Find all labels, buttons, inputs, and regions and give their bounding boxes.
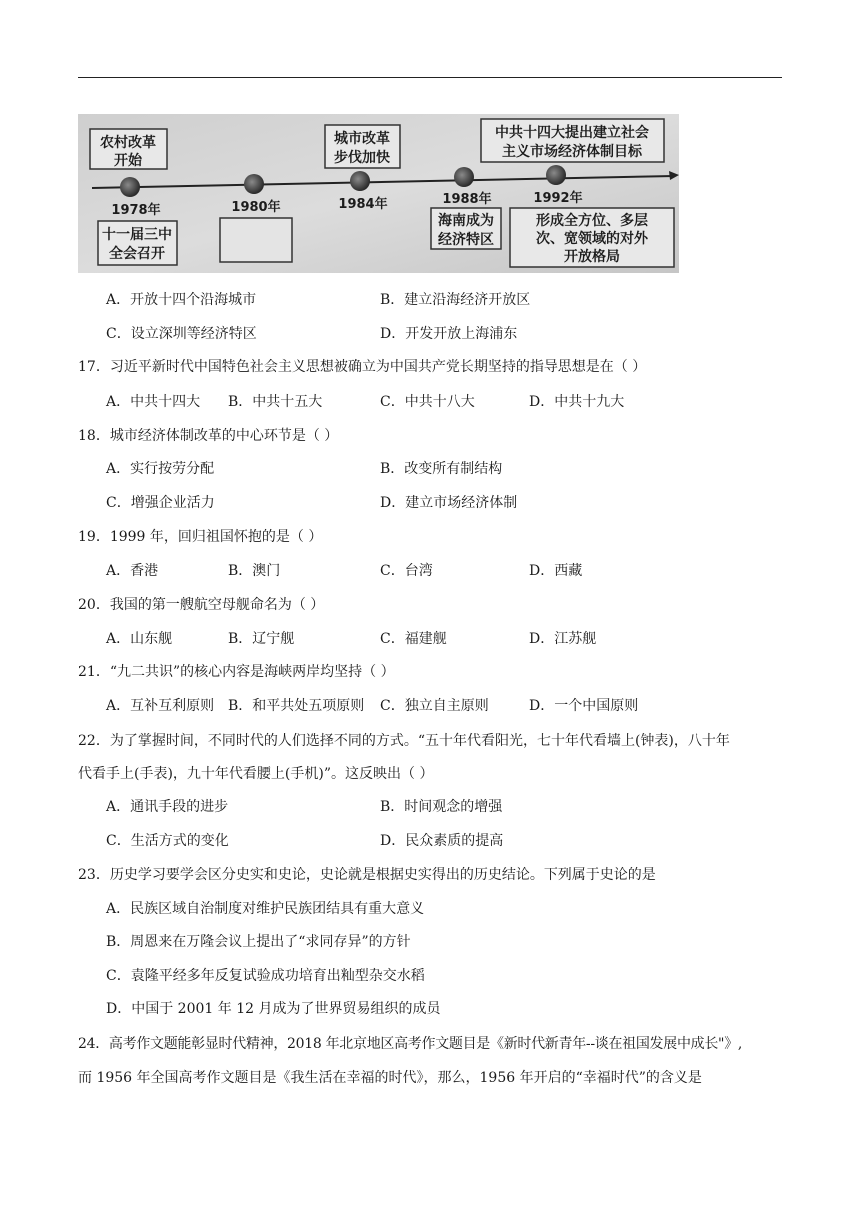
q19-option-b: B．澳门 — [228, 563, 281, 579]
box-third-plenum-line1: 十一届三中 — [102, 227, 172, 243]
box-blank-1980 — [220, 218, 292, 262]
box-rural-reform-line2: 开始 — [114, 153, 142, 169]
year-1992: 1992年 — [533, 191, 583, 206]
q22-option-d: D．民众素质的提高 — [380, 833, 504, 849]
q20-option-b: B．辽宁舰 — [228, 631, 295, 647]
box-hainan-line2: 经济特区 — [438, 232, 494, 248]
q17-option-c: C．中共十八大 — [380, 394, 475, 410]
q20-option-d: D．江苏舰 — [529, 631, 597, 647]
q22-stem-line1: 22．为了掌握时间，不同时代的人们选择不同的方式。“五十年代看阳光，七十年代看墙上(钟表)，八十年 — [78, 733, 730, 749]
q22-option-c: C．生活方式的变化 — [106, 833, 229, 849]
timeline-figure — [78, 114, 679, 273]
q16-option-b: B．建立沿海经济开放区 — [380, 292, 531, 308]
q19-option-a: A．香港 — [106, 563, 159, 579]
q21-stem: 21．“九二共识”的核心内容是海峡两岸均坚持（ ） — [78, 664, 395, 680]
box-opening-pattern-line1: 形成全方位、多层 — [536, 213, 648, 229]
box-14th-congress-line1: 中共十四大提出建立社会 — [495, 125, 649, 141]
timeline-dot-1988 — [454, 167, 474, 187]
q19-stem: 19．1999 年，回归祖国怀抱的是（ ） — [78, 529, 323, 545]
q16-option-d: D．开发开放上海浦东 — [380, 326, 518, 342]
q17-option-a: A．中共十四大 — [106, 394, 201, 410]
q22-option-b: B．时间观念的增强 — [380, 799, 503, 815]
year-1978: 1978年 — [111, 203, 161, 218]
q17-option-b: B．中共十五大 — [228, 394, 323, 410]
q21-option-c: C．独立自主原则 — [380, 698, 489, 714]
q23-option-d: D．中国于 2001 年 12 月成为了世界贸易组织的成员 — [106, 1001, 441, 1017]
q24-stem-line1: 24．高考作文题能彰显时代精神，2018 年北京地区高考作文题目是《新时代新青年--谈在祖国发展中成长"》, — [78, 1036, 743, 1052]
q19-option-c: C．台湾 — [380, 563, 433, 579]
timeline-dot-1984 — [350, 171, 370, 191]
box-rural-reform-line1: 农村改革 — [100, 135, 156, 151]
box-third-plenum-line2: 全会召开 — [109, 246, 165, 262]
q16-option-a: A．开放十四个沿海城市 — [106, 292, 257, 308]
timeline-dot-1978 — [120, 177, 140, 197]
year-1980: 1980年 — [231, 200, 281, 215]
box-14th-congress-line2: 主义市场经济体制目标 — [502, 144, 642, 160]
q18-stem: 18．城市经济体制改革的中心环节是（ ） — [78, 428, 339, 444]
q21-option-d: D．一个中国原则 — [529, 698, 639, 714]
q18-option-c: C．增强企业活力 — [106, 495, 215, 511]
timeline-dot-1992 — [546, 165, 566, 185]
q16-option-c: C．设立深圳等经济特区 — [106, 326, 257, 342]
q22-stem-line2: 代看手上(手表)，九十年代看腰上(手机)”。这反映出（ ） — [78, 766, 434, 782]
q24-stem-line2: 而 1956 年全国高考作文题目是《我生活在幸福的时代》，那么，1956 年开启的“幸福时代”的含义是 — [78, 1070, 702, 1086]
box-urban-reform-line1: 城市改革 — [334, 131, 390, 147]
q22-option-a: A．通讯手段的进步 — [106, 799, 229, 815]
box-opening-pattern-line2: 次、宽领域的对外 — [536, 231, 648, 247]
q17-stem: 17．习近平新时代中国特色社会主义思想被确立为中国共产党长期坚持的指导思想是在（ ） — [78, 359, 647, 375]
box-urban-reform-line2: 步伐加快 — [334, 150, 390, 166]
q18-option-d: D．建立市场经济体制 — [380, 495, 518, 511]
year-1988: 1988年 — [442, 192, 492, 207]
q23-option-c: C．袁隆平经多年反复试验成功培育出籼型杂交水稻 — [106, 968, 425, 984]
q18-option-b: B．改变所有制结构 — [380, 461, 503, 477]
year-1984: 1984年 — [338, 197, 388, 212]
timeline-dot-1980 — [244, 174, 264, 194]
q21-option-b: B．和平共处五项原则 — [228, 698, 365, 714]
q23-option-a: A．民族区域自治制度对维护民族团结具有重大意义 — [106, 901, 425, 917]
q20-option-a: A．山东舰 — [106, 631, 173, 647]
box-opening-pattern-line3: 开放格局 — [564, 249, 620, 265]
box-hainan-line1: 海南成为 — [438, 213, 494, 229]
q23-option-b: B．周恩来在万隆会议上提出了“求同存异”的方针 — [106, 934, 411, 950]
header-rule — [78, 77, 782, 78]
q17-option-d: D．中共十九大 — [529, 394, 625, 410]
q23-stem: 23．历史学习要学会区分史实和史论，史论就是根据史实得出的历史结论。下列属于史论的是 — [78, 867, 656, 883]
q18-option-a: A．实行按劳分配 — [106, 461, 215, 477]
q20-option-c: C．福建舰 — [380, 631, 447, 647]
q21-option-a: A．互补互利原则 — [106, 698, 215, 714]
q19-option-d: D．西藏 — [529, 563, 583, 579]
q20-stem: 20．我国的第一艘航空母舰命名为（ ） — [78, 597, 325, 613]
